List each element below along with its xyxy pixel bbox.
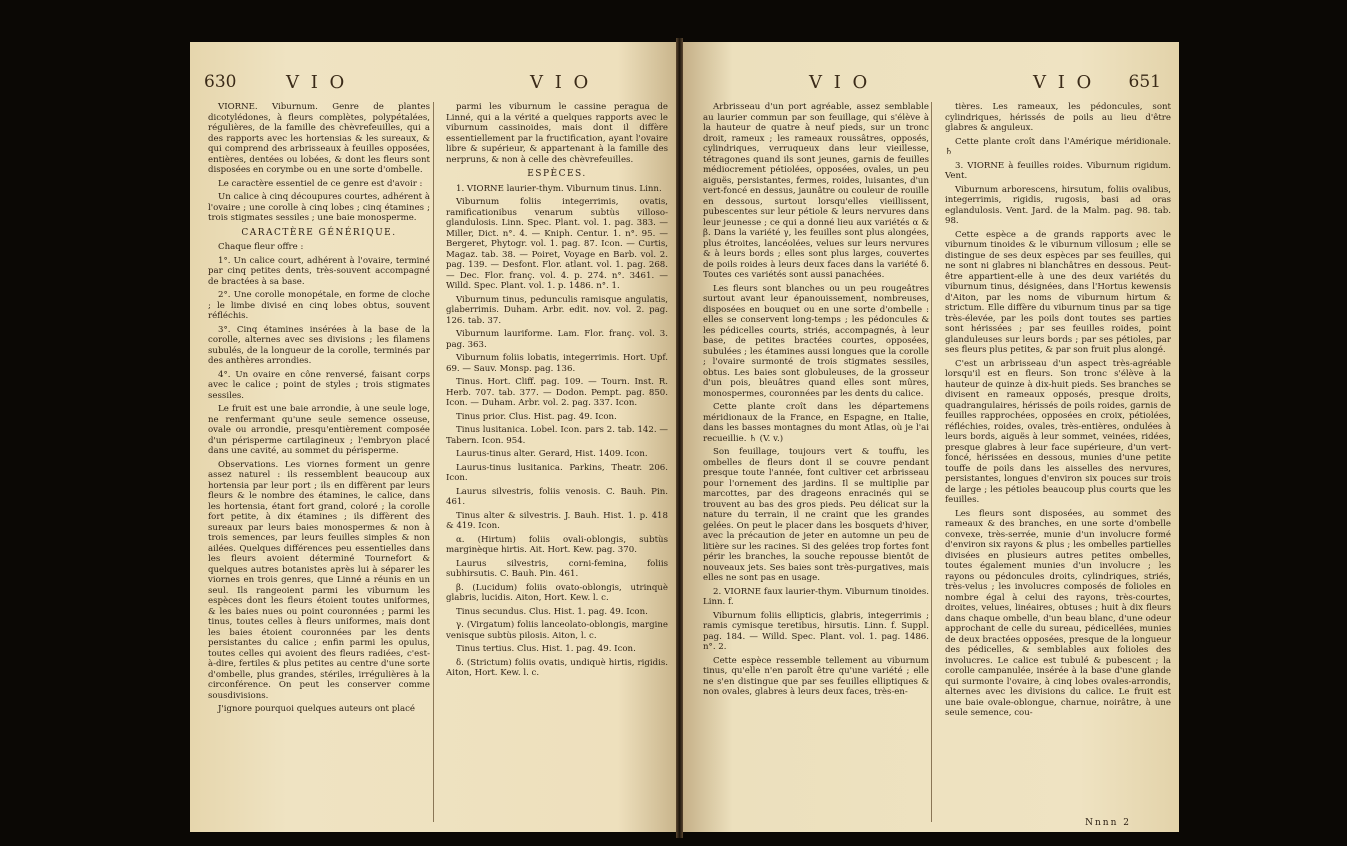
left-column-1 [208,102,430,718]
right-column-2 [945,102,1171,722]
paragraph: Observations. Les viornes forment un genre assez naturel : ils ressemblent beaucoup aux hortensia par leur port ; ils en diffèrent par leurs fleurs & le nombre des étamines, le calice, dans les hortensia, étant fort grand, coloré ; la corolle fort petite, à dix étamines ; ils diffèrent des sureaux par leurs baies monospermes & non à trois semences, par leurs feuilles simples & non ailées. Quelques différences peu essentielles dans les fleurs avoient déterminé Tournefort & quelques autres botanistes après lui à séparer les viornes en trois genres, que Linné a réunis en un seul. Ils rangeoient parmi les viburnum les espèces dont les fleurs étoient toutes uniformes, & les baies nues ou point couronnées ; parmi les tinus, toutes celles à fleurs uniformes, mais dont les baies étoient couronnées par les dents persistantes du calice ; enfin parmi les opulus, toutes celles qui avoient des fleurs radiées, c'est-à-dire, fertiles & plus petites au centre d'une sorte d'ombelle, plus grandes, stériles, irrégulières à la circonférence. On peut les conserver comme sousdivisions. [208,459,430,701]
left-column-2 [446,102,668,682]
paragraph: ESPÈCES. [527,169,587,179]
paragraph: Tinus alter & silvestris. J. Bauh. Hist. 1. p. 418 & 419. Icon. [446,510,668,531]
left-page-number: 630 [204,72,237,92]
paragraph: γ. (Virgatum) foliis lanceolato-oblongis, margine venisque subtùs pilosis. Aiton, l. c. [446,620,668,641]
paragraph: Chaque fleur offre : [218,242,304,252]
paragraph: CARACTÈRE GÉNÉRIQUE. [241,227,397,238]
paragraph: β. (Lucidum) foliis ovato-oblongis, utrinquè glabris, lucidis. Aiton, Hort. Kew. l. c. [446,582,668,603]
paragraph: 3°. Cinq étamines insérées à la base de la corolle, alternes avec ses divisions ; les filamens subulés, de la longueur de la corolle, terminés par des anthères arrondies. [208,324,430,366]
paragraph: 3. VIORNE à feuilles roides. Viburnum rigidum. Vent. [945,160,1171,181]
right-running-head-2: V I O [1033,72,1095,93]
paragraph: parmi les viburnum le cassine peragua de Linné, qui a la vérité a quelques rapports avec le viburnum cassinoides, mais dont il diffère essentiellement par la fructification, ayant l'ovaire libre & supérieur, & appartenant à la famille des nerpruns, & non à celle des chèvrefeuilles. [446,102,668,165]
paragraph: Viburnum foliis integerrimis, ovatis, ramificationibus venarum subtùs villoso-glandulosis. Linn. Spec. Plant. vol. 1. pag. 383. — Miller, Dict. n°. 4. — Kniph. Centur. 1. n°. 95. — Bergeret, Phytogr. vol. 1. pag. 87. Icon. — Curtis, Magaz. tab. 38. — Poiret, Voyage en Barb. vol. 2. pag. 139. — Desfont. Flor. atlant. vol. 1. pag. 268. — Dec. Flor. franç. vol. 4. p. 274. n°. 3461. — Willd. Spec. Plant. vol. 1. p. 1486. n°. 1. [446,197,668,291]
left-running-head-1: V I O [286,72,348,93]
paragraph: C'est un arbrisseau d'un aspect très-agréable lorsqu'il est en fleurs. Son tronc s'élève à la hauteur de quinze à dix-huit pieds. Ses branches se divisent en rameaux opposés, presque droits, quadrangulaires, hérissés de poils roides, garnis de feuilles rapprochées, opposées en croix, pétiolées, réfléchies, roides, ovales, très-entières, ondulées à leurs bords, aiguës à leur sommet, veinées, ridées, presque glabres à leur face supérieure, d'un vert-foncé, hérissées en dessous, munies d'une petite touffe de poils dans les aisselles des nervures, persistantes, longues d'environ six pouces sur trois de large ; les pétioles beaucoup plus courts que les feuilles. [945,358,1171,505]
paragraph: 4°. Un ovaire en cône renversé, faisant corps avec le calice ; point de styles ; trois stigmates sessiles. [208,369,430,401]
paragraph: Tinus. Hort. Cliff. pag. 109. — Tourn. Inst. R. Herb. 707. tab. 377. — Dodon. Pempt. pag. 850. Icon. — Duham. Arbr. vol. 2. pag. 337. Icon. [446,377,668,408]
right-column-1 [703,102,929,701]
paragraph: Cette espèce ressemble tellement au viburnum tinus, qu'elle n'en paroît être qu'une variété ; elle ne s'en distingue que par ses feuilles elliptiques & non ovales, glabres à leurs deux faces, très-en- [703,655,929,697]
paragraph: Tinus tertius. Clus. Hist. 1. pag. 49. Icon. [456,644,636,654]
paragraph: Tinus prior. Clus. Hist. pag. 49. Icon. [456,411,617,422]
paragraph: Les fleurs sont blanches ou un peu rougeâtres surtout avant leur épanouissement, nombreuses, disposées en bouquet ou en une sorte d'ombelle : elles se conservent long-temps ; les pédoncules & les pédicelles courts, striés, accompagnés, à leur base, de petites bractées courtes, opposées, subulées ; les étamines aussi longues que la corolle ; l'ovaire surmonté de trois stigmates sessiles, obtus. Les baies sont globuleuses, de la grosseur d'un pois, bleuâtres quand elles sont mûres, monospermes, couronnées par les dents du calice. [703,283,929,399]
paragraph: Viburnum arborescens, hirsutum, foliis ovalibus, integerrimis, rigidis, rugosis, basi ad oras eglandulosis. Vent. Jard. de la Malm. pag. 98. tab. 98. [945,184,1171,226]
right-running-head-1: V I O [809,72,871,93]
paragraph: Viburnum tinus, pedunculis ramisque angulatis, glaberrimis. Duham. Arbr. edit. nov. vol. 2. pag. 126. tab. 37. [446,294,668,326]
column-divider-right [931,102,932,822]
paragraph: Le caractère essentiel de ce genre est d'avoir : [218,178,423,189]
paragraph: Laurus-tinus lusitanica. Parkins, Theatr. 206. Icon. [446,462,668,483]
paragraph: Viburnum foliis lobatis, integerrimis. Hort. Upf. 69. — Sauv. Monsp. pag. 136. [446,353,668,374]
right-page [683,42,1179,832]
paragraph: Tinus secundus. Clus. Hist. 1. pag. 49. Icon. [456,606,648,617]
paragraph: Cette espèce a de grands rapports avec le viburnum tinoides & le viburnum villosum ; elle se distingue de ses deux espèces par ses feuilles, qui ne sont ni glabres ni blanchâtres en dessous. Peut-être appartient-elle à une des deux variétés du viburnum tinus, désignées, dans l'Hortus kewensis d'Aiton, par les noms de viburnum hirtum & strictum. Elle diffère du viburnum tinus par sa tige très-élevée, par les poils dont toutes ses parties sont hérissées ; par ses feuilles roides, point glanduleuses sur leurs bords ; par ses pétioles, par ses fleurs plus petites, & par son fruit plus alongé. [945,229,1171,355]
paragraph: Cette plante croît dans l'Amérique méridionale. ♄ [945,136,1171,157]
paragraph: Les fleurs sont disposées, au sommet des rameaux & des branches, en une sorte d'ombelle convexe, très-serrée, munie d'un involucre formé d'environ six rayons & plus ; les ombelles partielles divisées en plusieurs autres petites ombelles, toutes également munies d'un involucre ; les rayons ou pédoncules droits, cylindriques, striés, très-velus ; les involucres composés de folioles en nombre égal à celui des rayons, très-courtes, droites, velues, linéaires, obtuses ; huit à dix fleurs dans chaque ombelle, d'un beau blanc, d'une odeur approchant de celle du sureau, pédicellées, munies de deux bractées opposées, presque de la longueur des pédicelles, & semblables aux folioles des involucres. Le calice est tubulé & pubescent ; la corolle campanulée, insérée à la base d'une glande qui surmonte l'ovaire, à cinq lobes ovales-arrondis, alternes avec les divisions du calice. Le fruit est une baie ovale-oblongue, charnue, noirâtre, à une seule semence, cou- [945,508,1171,718]
left-page [190,42,676,832]
paragraph: Arbrisseau d'un port agréable, assez semblable au laurier commun par son feuillage, qui s'élève à la hauteur de quatre à neuf pieds, sur un tronc droit, rameux ; les rameaux roussâtres, opposés, cylindriques, verruqueux dans leur vieillesse, tétragones quand ils sont jeunes, garnis de feuilles médiocrement pétiolées, opposées, ovales, un peu aiguës, persistantes, fermes, roides, luisantes, d'un vert-foncé en dessus, jaunâtre ou couleur de rouille en dessous, surtout lorsqu'elles vieillissent, pubescentes sur leur pétiole & leurs nervures dans leur jeunesse ; ce qui a donné lieu aux variétés α & β. Dans la variété γ, les feuilles sont plus alongées, plus étroites, lancéolées, velues sur leurs nervures & à leurs bords ; elles sont plus larges, couvertes de poils roides à leurs deux faces dans la variété δ. Toutes ces variétés sont aussi panachées. [703,102,929,280]
paragraph: J'ignore pourquoi quelques auteurs ont placé [218,704,415,714]
paragraph: Tinus lusitanica. Lobel. Icon. pars 2. tab. 142. — Tabern. Icon. 954. [446,425,668,446]
paragraph: VIORNE. Viburnum. Genre de plantes dicotylédones, à fleurs complètes, polypétalées, régulières, de la famille des chèvrefeuilles, qui a des rapports avec les hortensias & les sureaux, & qui comprend des arbrisseaux à feuilles opposées, entières, dentées ou lobées, & dont les fleurs sont disposées en corymbe ou en une sorte d'ombelle. [208,102,430,175]
left-running-head-2: V I O [530,72,592,93]
paragraph: Viburnum lauriforme. Lam. Flor. franç. vol. 3. pag. 363. [446,329,668,350]
paragraph: Laurus silvestris, foliis venosis. C. Bauh. Pin. 461. [446,486,668,507]
book-gutter [676,38,683,838]
paragraph: Laurus-tinus alter. Gerard, Hist. 1409. Icon. [456,449,648,459]
paragraph: Son feuillage, toujours vert & touffu, les ombelles de fleurs dont il se couvre pendant presque toute l'année, font cultiver cet arbrisseau pour l'ornement des jardins. Il se multiplie par marcottes, par des drageons enracinés qui se trouvent au bas des gros pieds. Peu délicat sur la nature du terrain, il ne craint que les grandes gelées. On peut le placer dans les bosquets d'hiver, avec la précaution de jeter en automne un peu de litière sur les racines. Si des gelées trop fortes font périr les branches, la souche repousse bientôt de nouveaux jets. Ses baies sont très-purgatives, mais elles ne sont pas en usage. [703,447,929,583]
paragraph: 1°. Un calice court, adhérent à l'ovaire, terminé par cinq petites dents, très-souvent accompagné de bractées à sa base. [208,255,430,287]
paragraph: Viburnum foliis ellipticis, glabris, integerrimis ; ramis cymisque teretibus, hirsutis. Linn. f. Suppl. pag. 184. — Willd. Spec. Plant. vol. 1. pag. 1486. n°. 2. [703,610,929,652]
right-page-number: 651 [1128,72,1161,92]
catchword: Nnnn 2 [1085,818,1131,828]
paragraph: 2. VIORNE faux laurier-thym. Viburnum tinoides. Linn. f. [703,586,929,607]
paragraph: Le fruit est une baie arrondie, à une seule loge, ne renfermant qu'une seule semence osseuse, ovale ou arrondie, presqu'entièrement composée d'un périsperme cartilagineux ; l'embryon placé dans une cavité, au sommet du périsperme. [208,404,430,456]
paragraph: δ. (Strictum) foliis ovatis, undiquè hirtis, rigidis. Aiton, Hort. Kew. l. c. [446,657,668,678]
paragraph: Cette plante croît dans les départemens méridionaux de la France, en Espagne, en Italie, dans les basses montagnes du mont Atlas, où je l'ai recueillie. ♄ (V. v.) [703,402,929,444]
column-divider-left [433,102,434,822]
paragraph: 1. VIORNE laurier-thym. Viburnum tinus. Linn. [456,183,662,194]
paragraph: Laurus silvestris, corni-femina, foliis subhirsutis. C. Bauh. Pin. 461. [446,558,668,579]
paragraph: Un calice à cinq découpures courtes, adhérent à l'ovaire ; une corolle à cinq lobes ; cinq étamines ; trois stigmates sessiles ; une baie monosperme. [208,192,430,223]
paragraph: tières. Les rameaux, les pédoncules, sont cylindriques, hérissés de poils au lieu d'être glabres & anguleux. [945,102,1171,133]
paragraph: α. (Hirtum) foliis ovali-oblongis, subtùs marginèque hirtis. Ait. Hort. Kew. pag. 370. [446,534,668,555]
paragraph: 2°. Une corolle monopétale, en forme de cloche ; le limbe divisé en cinq lobes obtus, souvent réfléchis. [208,290,430,321]
